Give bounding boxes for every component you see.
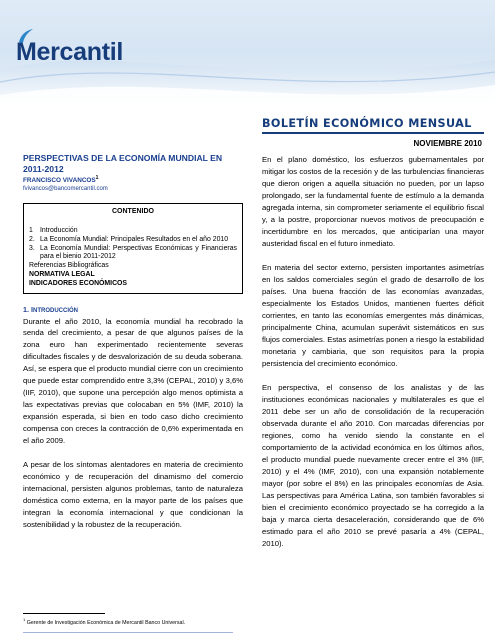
logo-swoosh-icon (18, 28, 34, 44)
table-of-contents (23, 203, 243, 293)
issue-date: NOVIEMBRE 2010 (413, 139, 482, 148)
toc-item-number: 3. (29, 244, 35, 252)
footnote (23, 617, 185, 626)
left-column (23, 153, 243, 531)
section-number: 1. (23, 304, 29, 314)
mercantil-logo (16, 38, 123, 67)
body-paragraph: En perspectiva, el consenso de los analistas y de las instituciones económicas nacionales y multilaterales es que el 2011 debe ser un año de consolidación de la recuperación observada durante el año 2010. Con marcadas diferencias por regiones, como ha venido siendo la constante en el comportamiento de la actividad económica en los últimos años, el producto mundial puede nuevamente crecer entre el 3% (IIF, 2010) y el 4% (IMF, 2010), con una expansión notablemente mayor (por sobre el 8%) en las principales economías de Asia. Las perspectivas para América Latina, son también favorables si bien el crecimiento económico proyectado se ha corregido a la baja y marca cierta desaceleración, considerando que de 6% estimado para el año 2010 se prevé pasaría a 4% (CEPAL, 2010). (262, 383, 484, 548)
section-title-rest: NTRODUCCIÓN (33, 307, 78, 314)
footnote-rule (23, 613, 105, 614)
body-paragraph: En materia del sector externo, persisten importantes asimetrías en los saldos comerciales según el grado de desarrollo de los países. Una buena fracción de las economías avanzadas, especialmente los Estados Unidos, mantienen fuertes déficit corrientes, en tanto las economías emergentes más dinámicas, principalmente China, acumulan superávit sistemáticos en sus flujos comerciales. Estas asimetrías ponen a riesgo la estabilidad monetaria y cambiaria, que son requisitos para la propia persistencia del crecimiento económico. (262, 263, 484, 368)
right-column (262, 154, 484, 550)
toc-item-label: La Economía Mundial: Perspectivas Económicas y Financieras para el bienio 2011-2012 (40, 244, 237, 261)
author (23, 175, 243, 184)
toc-item-label: Introducción (40, 226, 78, 234)
title-rule (262, 132, 484, 134)
toc-heading: CONTENIDO (112, 208, 154, 216)
author-footnote-mark: 1 (95, 175, 99, 181)
bottom-divider (23, 632, 233, 633)
header-banner (0, 0, 495, 112)
toc-item-label: La Economía Mundial: Principales Resultados en el año 2010 (40, 235, 229, 243)
article-title-line2: 2011-2012 (23, 163, 64, 174)
toc-indicators[interactable]: INDICADORES ECONÓMICOS (29, 279, 128, 287)
toc-item[interactable] (29, 227, 237, 236)
toc-item-number: 1 (29, 226, 33, 234)
body-paragraph: A pesar de los síntomas alentadores en materia de crecimiento económico y de recuperación del dinamismo del comercio internacional, persisten algunos problemas, tanto de naturaleza doméstica como externa, en la mayor parte de los países que integran la economía internacional y que condicionan la sostenibilidad y la robustez de la recuperación. (23, 459, 243, 529)
toc-references[interactable]: Referencias Bibliográficas (29, 262, 109, 270)
body-paragraph: Durante el año 2010, la economía mundial ha recobrado la senda del crecimiento, a pesar de que algunos países de la zona euro han experimentado recientemente severas dificultades fiscales y de desvalorización de su deuda soberana. Así, se espera que el producto mundial cierre con un crecimiento que puede estar comprendido entre 3,3% (CEPAL, 2010) y 3,6% (IIF, 2010), que supone una percepción algo menos optimista a las expectativas previas que colocaban en 5% (IMF, 2010) la expansión esperada, si bien en todo caso dicho crecimiento compensa con creces la contracción de 0,6% experimentada en el año 2009. (23, 316, 243, 446)
article-title-line1: PERSPECTIVAS DE LA ECONOMÍA MUNDIAL EN (23, 153, 223, 163)
article-title (23, 153, 243, 174)
author-name: FRANCISCO VIVANCOS (23, 177, 96, 185)
footnote-text: Gerente de Investigación Económica de Mercantil Banco Universal. (26, 619, 186, 626)
body-paragraph: En el plano doméstico, los esfuerzos gubernamentales por mitigar los costos de la recesión y de las turbulencias financieras que dieron origen a aquella situación no pueden, por un lapso prolongado, ser la fundamental fuente de estímulo a la demanda agregada interna, sin comprometer seriamente el equilibrio fiscal y, a la postre, proporcionar nuevos motivos de preocupación e incertidumbre en los mercados, que anticiparían una mayor austeridad fiscal en el futuro inmediato. (262, 155, 484, 248)
author-email[interactable]: fvivancos@bancomercantil.com (23, 186, 108, 193)
toc-legal[interactable]: NORMATIVA LEGAL (29, 270, 95, 278)
toc-item-number: 2. (29, 235, 35, 243)
toc-item[interactable] (29, 245, 237, 263)
toc-item[interactable] (29, 236, 237, 245)
section-initial: I (31, 304, 33, 314)
section-heading-introduction (23, 305, 243, 314)
logo-text: Mercantil (16, 38, 124, 66)
footnote-mark: 1 (23, 617, 26, 622)
bulletin-title: BOLETÍN ECONÓMICO MENSUAL (262, 117, 472, 130)
